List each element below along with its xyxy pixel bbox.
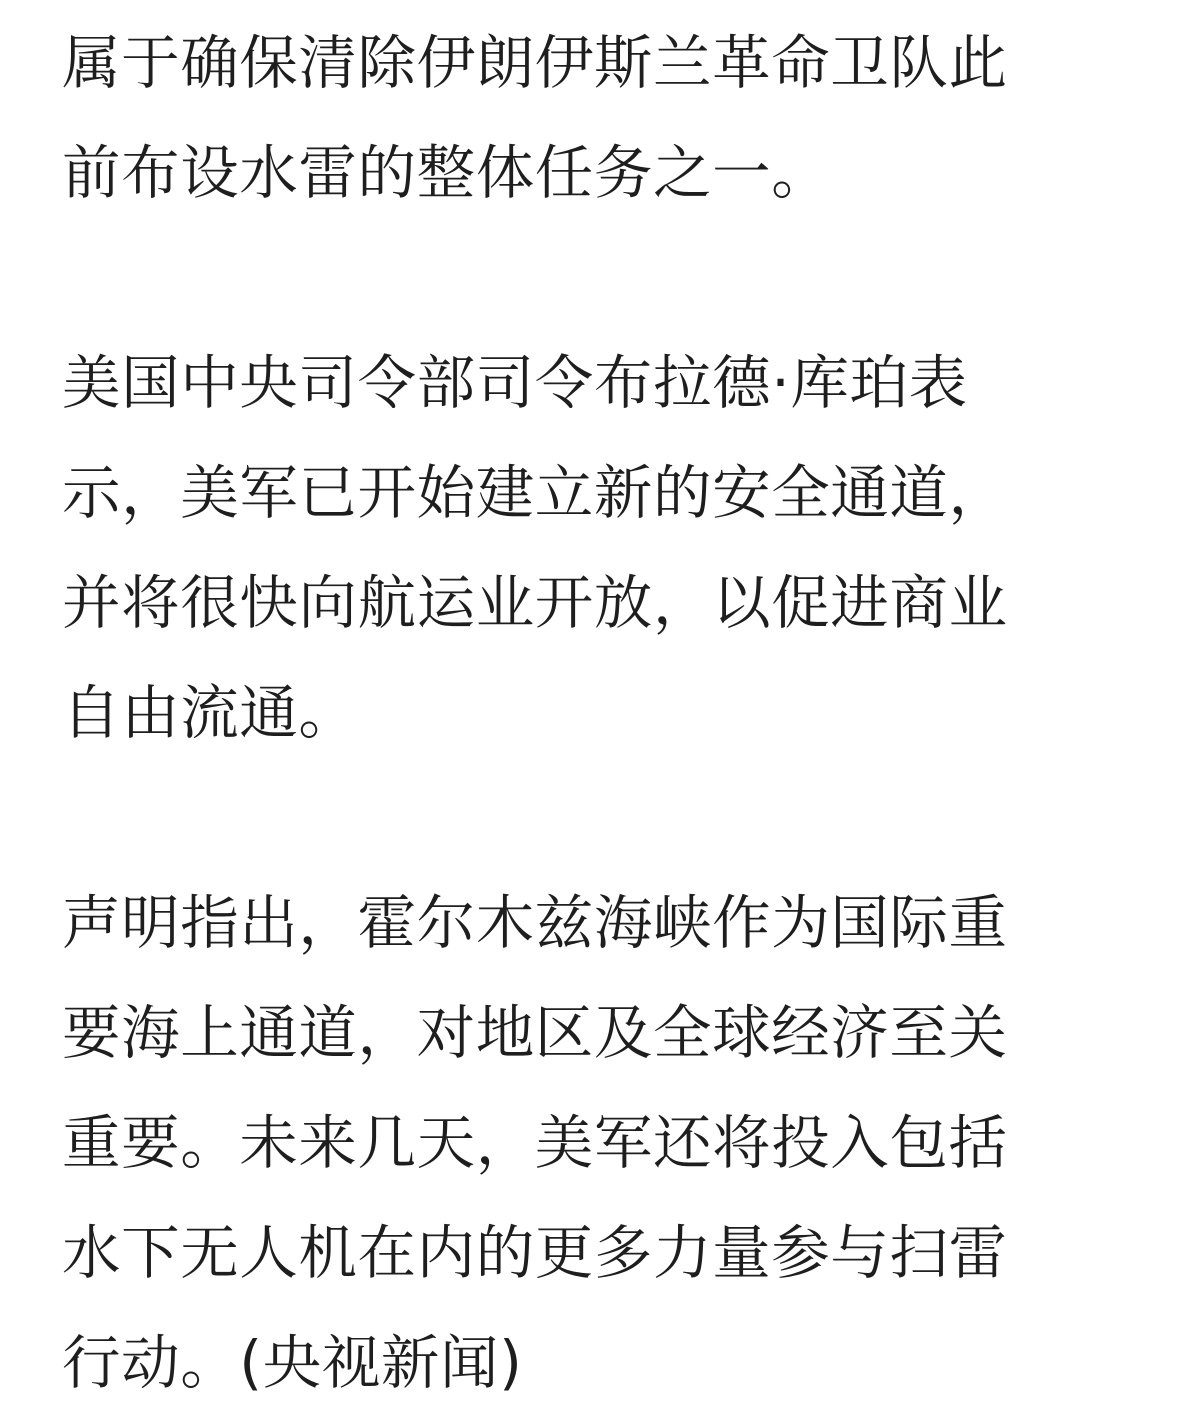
- paragraph-line: 要海上通道，对地区及全球经济至关: [62, 999, 1008, 1067]
- paragraph-3: [62, 868, 1122, 1418]
- paragraph-line: 声明指出，霍尔木兹海峡作为国际重: [62, 889, 1008, 957]
- paragraph-line: 自由流通。: [62, 679, 358, 747]
- paragraph-line: 并将很快向航运业开放，以促进商业: [62, 569, 1008, 637]
- paragraph-line: 水下无人机在内的更多力量参与扫雷: [62, 1219, 1008, 1287]
- paragraph-line: 示，美军已开始建立新的安全通道，: [62, 459, 1008, 527]
- paragraph-spacer: [62, 228, 1122, 328]
- paragraph-2: [62, 328, 1122, 768]
- article-body: [62, 8, 1122, 1418]
- paragraph-line: 美国中央司令部司令布拉德·库珀表: [62, 349, 968, 417]
- paragraph-1: [62, 8, 1122, 228]
- paragraph-line: 行动。(央视新闻): [62, 1329, 523, 1397]
- paragraph-line: 重要。未来几天，美军还将投入包括: [62, 1109, 1008, 1177]
- paragraph-spacer: [62, 768, 1122, 868]
- paragraph-line: 前布设水雷的整体任务之一。: [62, 139, 831, 207]
- paragraph-line: 属于确保清除伊朗伊斯兰革命卫队此: [62, 29, 1008, 97]
